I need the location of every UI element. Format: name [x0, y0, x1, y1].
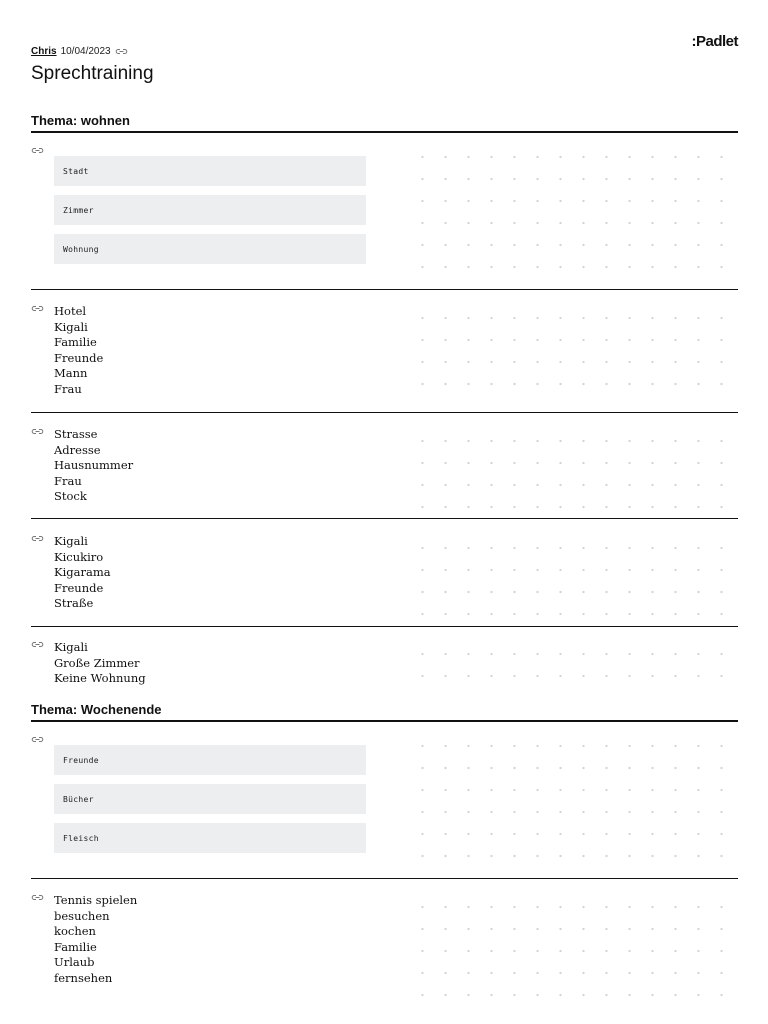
- chip-list: [54, 156, 366, 273]
- post-date: 10/04/2023: [60, 46, 111, 57]
- list-item: Hotel: [54, 304, 87, 318]
- post-meta: [31, 46, 128, 57]
- list-item: Freunde: [54, 580, 104, 595]
- list-item: Kigali: [54, 640, 88, 654]
- dot-grid: [411, 307, 727, 392]
- list-item: Kigali: [54, 534, 88, 548]
- list-item: Stock: [54, 489, 87, 503]
- list-item: Urlaub: [54, 955, 95, 969]
- board-title: Sprechtraining: [31, 63, 154, 84]
- chip[interactable]: Wohnung: [54, 234, 366, 264]
- list-item: Frau: [54, 381, 82, 396]
- word-list: [54, 893, 137, 986]
- section-title-wochenende: Thema: Wochenende: [31, 702, 738, 722]
- list-item: Adresse: [54, 442, 101, 457]
- link-icon[interactable]: [31, 304, 44, 313]
- list-item: Familie: [54, 335, 97, 349]
- list-item: Kigarama: [54, 565, 111, 579]
- link-icon[interactable]: [31, 893, 44, 902]
- list-item: Mann: [54, 366, 88, 380]
- dot-grid: [411, 537, 727, 622]
- word-list: [54, 534, 111, 612]
- dot-grid: [411, 146, 727, 274]
- link-icon[interactable]: [31, 640, 44, 649]
- padlet-logo[interactable]: :Padlet: [691, 33, 738, 50]
- padlet-export-page: [31, 0, 738, 1024]
- chip[interactable]: Fleisch: [54, 823, 366, 853]
- list-item: Keine Wohnung: [54, 671, 146, 685]
- list-item: Tennis spielen: [54, 893, 138, 907]
- link-icon[interactable]: [31, 146, 44, 155]
- list-item: besuchen: [54, 908, 110, 923]
- list-item: Freunde: [54, 350, 104, 365]
- list-item: Kigali: [54, 319, 88, 334]
- list-item: Hausnummer: [54, 458, 134, 472]
- list-item: Frau: [54, 473, 82, 488]
- chip[interactable]: Freunde: [54, 745, 366, 775]
- dot-grid: [411, 643, 727, 683]
- link-icon[interactable]: [31, 735, 44, 744]
- post-chips-wochenende: [31, 735, 738, 879]
- list-item: Straße: [54, 596, 94, 610]
- chip[interactable]: Zimmer: [54, 195, 366, 225]
- list-item: fernsehen: [54, 970, 113, 985]
- word-list: [54, 640, 146, 687]
- section-title-wohnen: Thema: wohnen: [31, 113, 738, 133]
- list-item: Strasse: [54, 427, 98, 441]
- post-list: [31, 534, 738, 627]
- word-list: [54, 304, 103, 397]
- dot-grid: [411, 735, 727, 863]
- author-link[interactable]: Chris: [31, 46, 57, 57]
- list-item: Große Zimmer: [54, 655, 140, 670]
- chip[interactable]: Bücher: [54, 784, 366, 814]
- dot-grid: [411, 430, 727, 515]
- post-list: [31, 893, 738, 1003]
- link-icon[interactable]: [31, 427, 44, 436]
- link-icon[interactable]: [31, 534, 44, 543]
- list-item: Kicukiro: [54, 549, 104, 564]
- post-chips-wohnen: [31, 146, 738, 290]
- chip[interactable]: Stadt: [54, 156, 366, 186]
- chip-list: [54, 745, 366, 862]
- link-icon[interactable]: [115, 47, 128, 56]
- post-list: [31, 304, 738, 413]
- list-item: kochen: [54, 924, 96, 938]
- list-item: Familie: [54, 939, 97, 954]
- post-list: [31, 427, 738, 519]
- dot-grid: [411, 896, 727, 1000]
- post-list: [31, 640, 738, 688]
- word-list: [54, 427, 133, 505]
